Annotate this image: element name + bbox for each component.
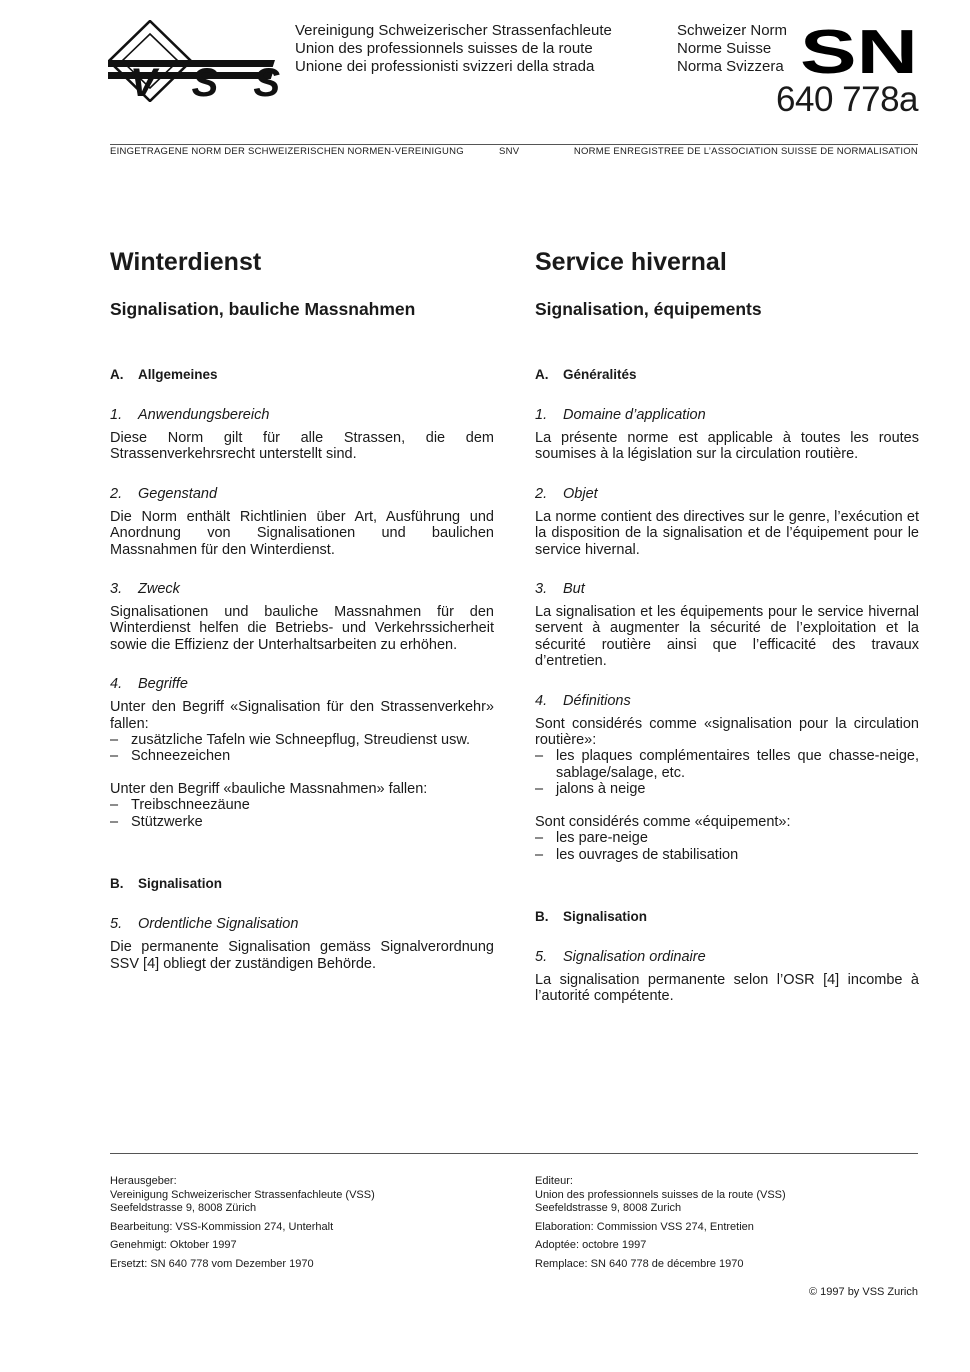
section-3-text-fr: La signalisation et les équipements pour le service hivernal servent à augmenter la sécurité de l’exploitation et la sécurité routière ainsi que l’efficacité des travaux d’entretien. — [535, 604, 919, 670]
header-divider — [110, 144, 918, 145]
association-names — [295, 22, 612, 76]
section-4-intro2-de: Unter den Begriff «bauliche Massnahmen» fallen: — [110, 780, 428, 797]
section-3-heading-de: 3. Zweck — [110, 581, 180, 598]
footer-de — [110, 1175, 494, 1277]
list-item: – jalons à neige — [535, 781, 919, 797]
list-item: – les pare-neige — [535, 830, 919, 846]
section-b-heading-fr: B. Signalisation — [535, 908, 648, 924]
replaces-fr: Remplace: SN 640 778 de décembre 1970 — [535, 1257, 744, 1270]
section-1-heading-fr: 1. Domaine d’application — [535, 407, 706, 423]
vss-logo — [108, 20, 290, 102]
list-item: – zusätzliche Tafeln wie Schneepflug, Streudienst usw. — [110, 732, 494, 748]
list-item: – Schneezeichen — [110, 748, 494, 764]
list-item: – Treibschneezäune — [110, 797, 494, 813]
section-2-heading-fr: 2. Objet — [535, 485, 598, 502]
association-fr: Union des professionnels suisses de la route — [295, 40, 593, 57]
norm-labels — [677, 22, 787, 76]
section-3-heading-fr: 3. But — [535, 581, 585, 598]
subtitle-fr: Signalisation, équipements — [535, 299, 762, 319]
section-a-heading-fr: A. Généralités — [535, 367, 637, 382]
publisher-label-fr: Editeur: — [535, 1175, 573, 1187]
section-4-list1-fr — [535, 748, 919, 797]
publisher-address-fr: Seefeldstrasse 9, 8008 Zurich — [535, 1202, 682, 1215]
subtitle-de: Signalisation, bauliche Massnahmen — [110, 299, 416, 319]
replaces-de: Ersetzt: SN 640 778 vom Dezember 1970 — [110, 1257, 314, 1270]
section-b-heading-de: B. Signalisation — [110, 876, 223, 892]
registration-line — [110, 146, 918, 158]
section-3-text-de: Signalisationen und bauliche Massnahmen für den Winterdienst helfen die Betriebs- und Verkehrssicherheit sowie die Effizienz der Unterhaltsarbeiten zu erhöhen. — [110, 604, 494, 653]
publisher-name-de: Vereinigung Schweizerischer Strassenfachleute (VSS) — [110, 1188, 375, 1201]
registration-fr: NORME ENREGISTREE DE L’ASSOCIATION SUISSE DE NORMALISATION — [573, 146, 918, 157]
section-2-text-de: Die Norm enthält Richtlinien über Art, Ausführung und Anordnung von Signalisationen und baulichen Massnahmen für den Winterdienst. — [110, 508, 494, 558]
section-2-heading-de: 2. Gegenstand — [110, 485, 218, 502]
section-5-heading-fr: 5. Signalisation ordinaire — [535, 948, 706, 965]
copyright: © 1997 by VSS Zurich — [809, 1286, 918, 1298]
approved-fr: Adoptée: octobre 1997 — [535, 1239, 647, 1252]
editing-de: Bearbeitung: VSS-Kommission 274, Unterhalt — [110, 1220, 334, 1233]
norm-label-fr: Norme Suisse — [677, 40, 772, 57]
section-5-heading-de: 5. Ordentliche Signalisation — [110, 916, 299, 933]
vss-logo-graphic — [108, 20, 290, 102]
section-4-intro1-fr: Sont considérés comme «signalisation pour la circulation routière»: — [535, 715, 919, 749]
german-column — [110, 245, 494, 972]
title-fr: Service hivernal — [535, 248, 727, 276]
section-1-heading-de: 1. Anwendungsbereich — [110, 407, 270, 423]
registration-de: EINGETRAGENE NORM DER SCHWEIZERISCHEN NORMEN-VEREINIGUNG — [110, 146, 464, 157]
section-4-heading-fr: 4. Définitions — [535, 692, 631, 709]
editing-fr: Elaboration: Commission VSS 274, Entretien — [535, 1220, 754, 1233]
section-1-text-fr: La présente norme est applicable à toutes les routes soumises à la législation sur la circulation routière. — [535, 430, 919, 463]
list-item: – les ouvrages de stabilisation — [535, 847, 919, 863]
norm-number: 640 778a — [776, 80, 918, 119]
section-5-text-de: Die permanente Signalisation gemäss Signalverordnung SSV [4] obliegt der zuständigen Behörde. — [110, 939, 494, 972]
norm-label-de: Schweizer Norm — [677, 22, 788, 39]
section-4-list2-fr — [535, 830, 919, 863]
section-4-list1-de — [110, 732, 494, 765]
section-2-text-fr: La norme contient des directives sur le genre, l’exécution et la disposition de la signalisation et de l’équipement pour le service hivernal. — [535, 508, 919, 558]
footer-divider — [110, 1153, 918, 1154]
title-de: Winterdienst — [110, 248, 262, 276]
sn-logo — [800, 22, 920, 76]
sn-logo-text: SN — [800, 22, 918, 76]
association-de: Vereinigung Schweizerischer Strassenfachleute — [295, 22, 612, 39]
vss-logo-text: VSS — [130, 61, 280, 102]
section-1-text-de: Diese Norm gilt für alle Strassen, die dem Strassenverkehrsrecht unterstellt sind. — [110, 430, 494, 463]
registration-snv: SNV — [499, 146, 520, 157]
list-item: – Stützwerke — [110, 814, 494, 830]
section-4-list2-de — [110, 797, 494, 830]
association-it: Unione dei professionisti svizzeri della strada — [295, 58, 595, 75]
section-a-heading-de: A. Allgemeines — [110, 367, 218, 382]
section-4-intro1-de: Unter den Begriff «Signalisation für den Strassenverkehr» fallen: — [110, 699, 494, 732]
norm-label-it: Norma Svizzera — [677, 58, 784, 75]
sn-logo-graphic — [800, 22, 920, 76]
approved-de: Genehmigt: Oktober 1997 — [110, 1239, 237, 1252]
section-5-text-fr: La signalisation permanente selon l’OSR [4] incombe à l’autorité compétente. — [535, 971, 919, 1005]
publisher-name-fr: Union des professionnels suisses de la route (VSS) — [535, 1188, 786, 1201]
publisher-label-de: Herausgeber: — [110, 1175, 177, 1187]
footer-fr — [535, 1175, 919, 1277]
list-item: – les plaques complémentaires telles que chasse-neige, sablage/salage, etc. — [535, 748, 919, 781]
french-column — [535, 245, 919, 1005]
section-4-heading-de: 4. Begriffe — [110, 676, 188, 693]
section-4-intro2-fr: Sont considérés comme «équipement»: — [535, 813, 791, 830]
publisher-address-de: Seefeldstrasse 9, 8008 Zürich — [110, 1202, 257, 1215]
